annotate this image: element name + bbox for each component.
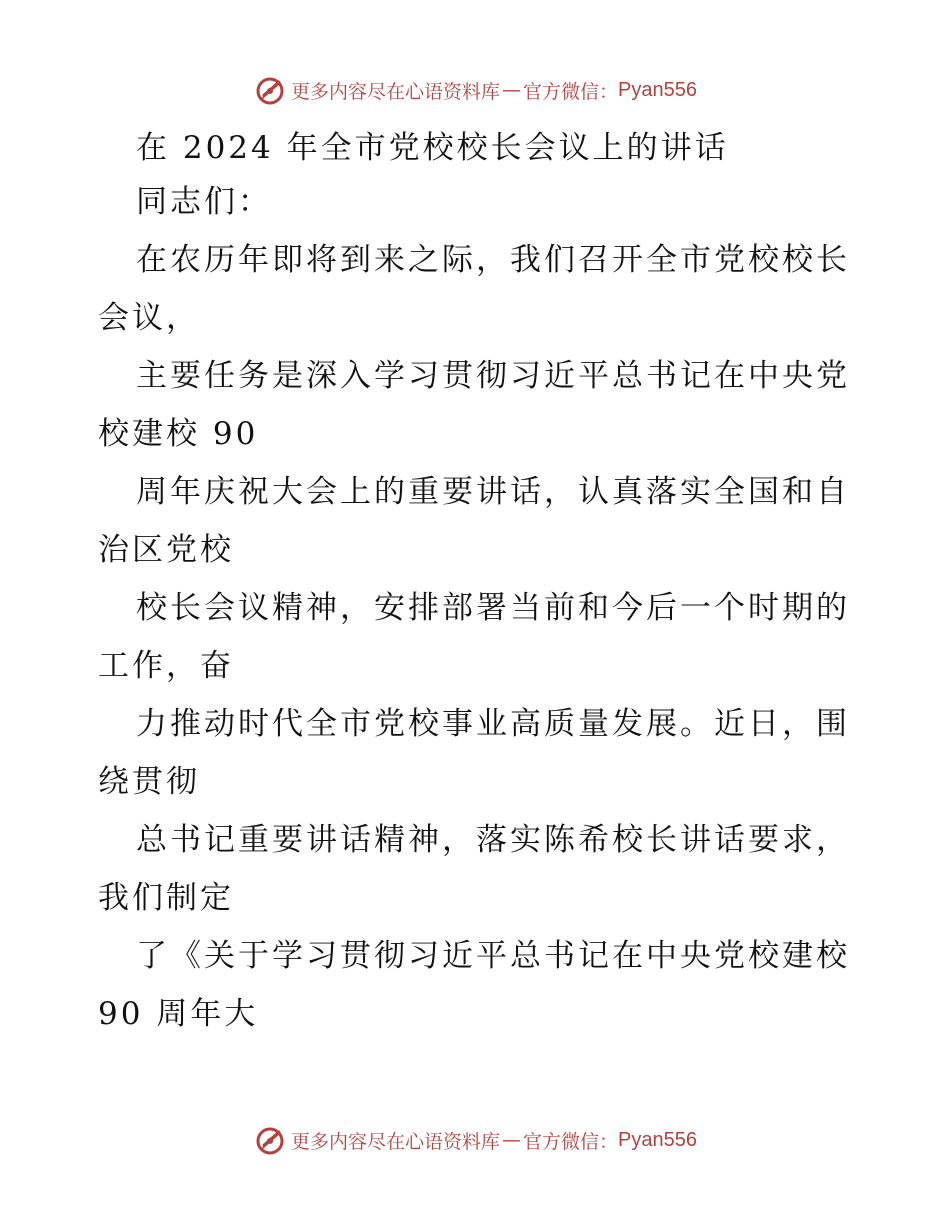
text-line: 会议， — [98, 300, 200, 336]
text-line: 主要任务是深入学习贯彻习近平总书记在中央党 — [136, 358, 850, 394]
watermark-wechat-id: Pyan556 — [618, 1128, 697, 1151]
text-line: 周年庆祝大会上的重要讲话，认真落实全国和自 — [136, 474, 850, 510]
salutation: 同志们： — [136, 184, 272, 220]
text-line: 治区党校 — [98, 532, 234, 568]
watermark-wechat-label: 官方微信： — [523, 1130, 619, 1153]
watermark-dash: — — [502, 79, 522, 101]
text-line: 了《关于学习贯彻习近平总书记在中央党校建校 — [136, 938, 850, 974]
document-title: 在 2024 年全市党校校长会议上的讲话 — [136, 130, 729, 166]
text-line: 校建校 90 — [98, 416, 259, 452]
text-line: 总书记重要讲话精神，落实陈希校长讲话要求， — [136, 822, 850, 858]
watermark-wechat-id: Pyan556 — [618, 78, 697, 101]
text-line: 校长会议精神，安排部署当前和今后一个时期的 — [136, 590, 850, 626]
text-line: 力推动时代全市党校事业高质量发展。近日，围 — [136, 706, 850, 742]
brand-logo-icon — [253, 73, 287, 107]
watermark-text: 更多内容尽在心语资料库 — [291, 1130, 501, 1153]
text-line: 我们制定 — [98, 880, 234, 916]
document-body — [98, 123, 858, 1043]
text-line: 工作，奋 — [98, 648, 234, 684]
header-watermark — [0, 70, 950, 110]
text-line: 绕贯彻 — [98, 764, 200, 800]
text-line: 90 周年大 — [98, 996, 259, 1032]
brand-logo-icon — [253, 1123, 287, 1157]
text-line: 在农历年即将到来之际，我们召开全市党校校长 — [136, 242, 850, 278]
watermark-dash: — — [502, 1129, 522, 1151]
watermark-wechat-label: 官方微信： — [523, 80, 619, 103]
watermark-text: 更多内容尽在心语资料库 — [291, 80, 501, 103]
footer-watermark — [0, 1120, 950, 1160]
